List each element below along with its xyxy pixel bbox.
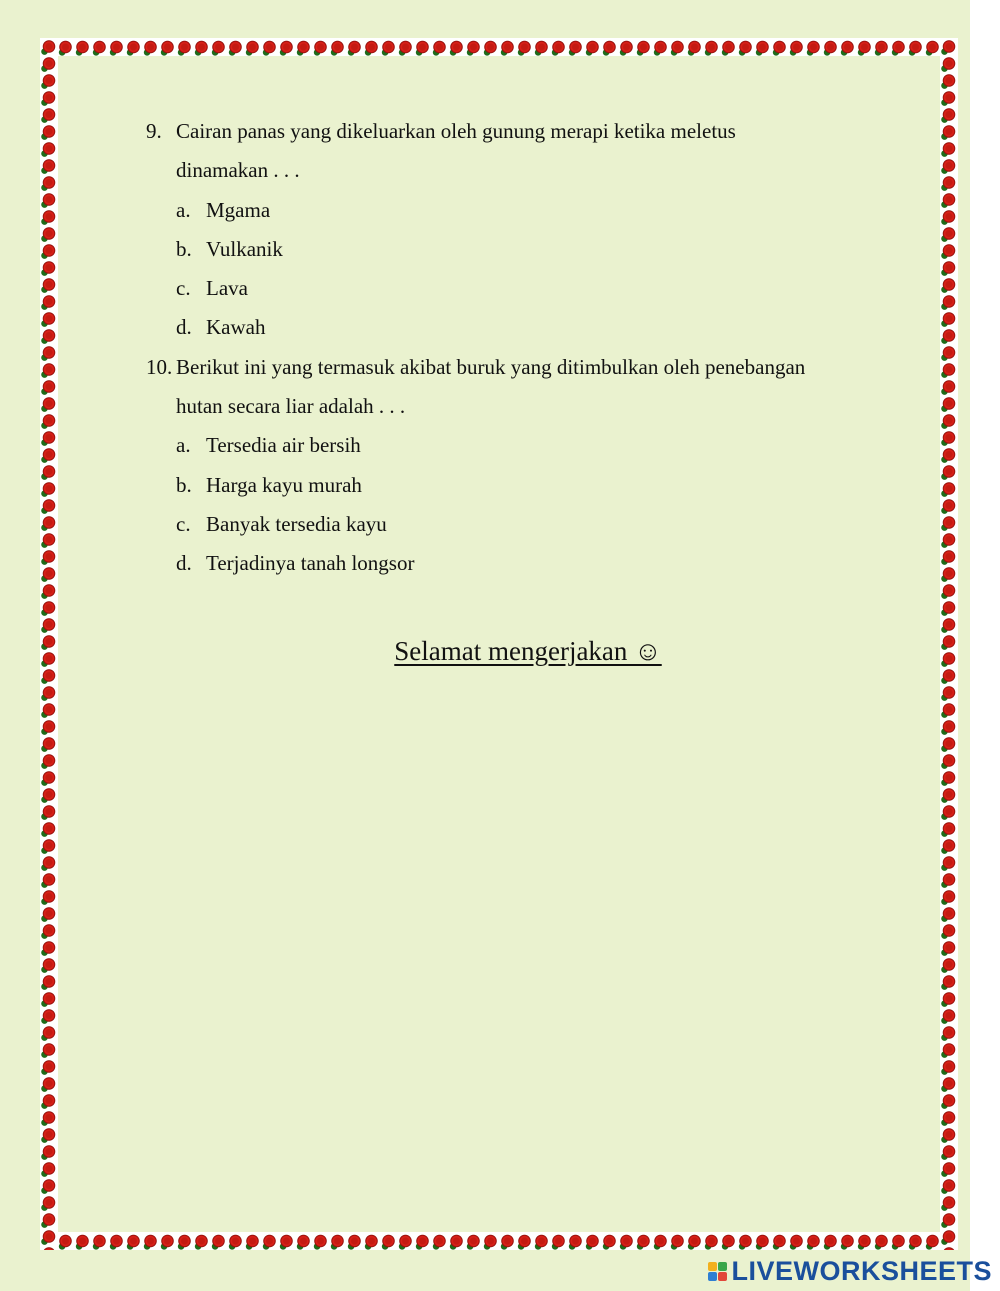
option-letter: c. bbox=[176, 511, 191, 536]
option-text: Terjadinya tanah longsor bbox=[206, 551, 415, 576]
question-number: 10. bbox=[146, 354, 173, 379]
option-letter: b. bbox=[176, 236, 192, 261]
question-number: 9. bbox=[146, 119, 162, 143]
answer-option[interactable] bbox=[146, 269, 906, 308]
flower-border-top bbox=[40, 38, 958, 56]
option-text: Tersedia air bersih bbox=[206, 433, 361, 458]
option-letter: a. bbox=[176, 433, 191, 458]
question-text: Berikut ini yang termasuk akibat buruk yang ditimbulkan oleh penebangan bbox=[176, 354, 806, 379]
question-list bbox=[146, 112, 906, 584]
question-text-continued: dinamakan . . . bbox=[176, 158, 300, 183]
question-10 bbox=[146, 348, 906, 584]
answer-option[interactable] bbox=[146, 466, 906, 505]
answer-option[interactable] bbox=[146, 308, 906, 347]
option-text: Banyak tersedia kayu bbox=[206, 511, 387, 536]
option-letter: c. bbox=[176, 276, 191, 301]
option-letter: d. bbox=[176, 315, 192, 340]
question-text: Cairan panas yang dikeluarkan oleh gunung merapi ketika meletus bbox=[176, 119, 736, 143]
liveworksheets-logo[interactable] bbox=[708, 1256, 992, 1287]
answer-option[interactable] bbox=[146, 544, 906, 583]
question-9 bbox=[146, 112, 906, 348]
liveworksheets-logo-icon bbox=[708, 1262, 727, 1281]
option-text: Harga kayu murah bbox=[206, 472, 362, 497]
option-text: Mgama bbox=[206, 197, 271, 222]
answer-option[interactable] bbox=[146, 230, 906, 269]
closing-message bbox=[0, 636, 1000, 667]
answer-option[interactable] bbox=[146, 191, 906, 230]
option-text: Lava bbox=[206, 276, 248, 301]
question-text-continued: hutan secara liar adalah . . . bbox=[176, 394, 406, 419]
logo-text: LIVEWORKSHEETS bbox=[731, 1256, 992, 1286]
answer-option[interactable] bbox=[146, 426, 906, 465]
option-letter: a. bbox=[176, 197, 191, 222]
option-text: Vulkanik bbox=[206, 236, 283, 261]
option-text: Kawah bbox=[206, 315, 266, 340]
closing-text: Selamat mengerjakan ☺ bbox=[394, 636, 662, 666]
answer-option[interactable] bbox=[146, 505, 906, 544]
flower-border-bottom bbox=[40, 1232, 958, 1250]
option-letter: b. bbox=[176, 472, 192, 497]
option-letter: d. bbox=[176, 551, 192, 576]
